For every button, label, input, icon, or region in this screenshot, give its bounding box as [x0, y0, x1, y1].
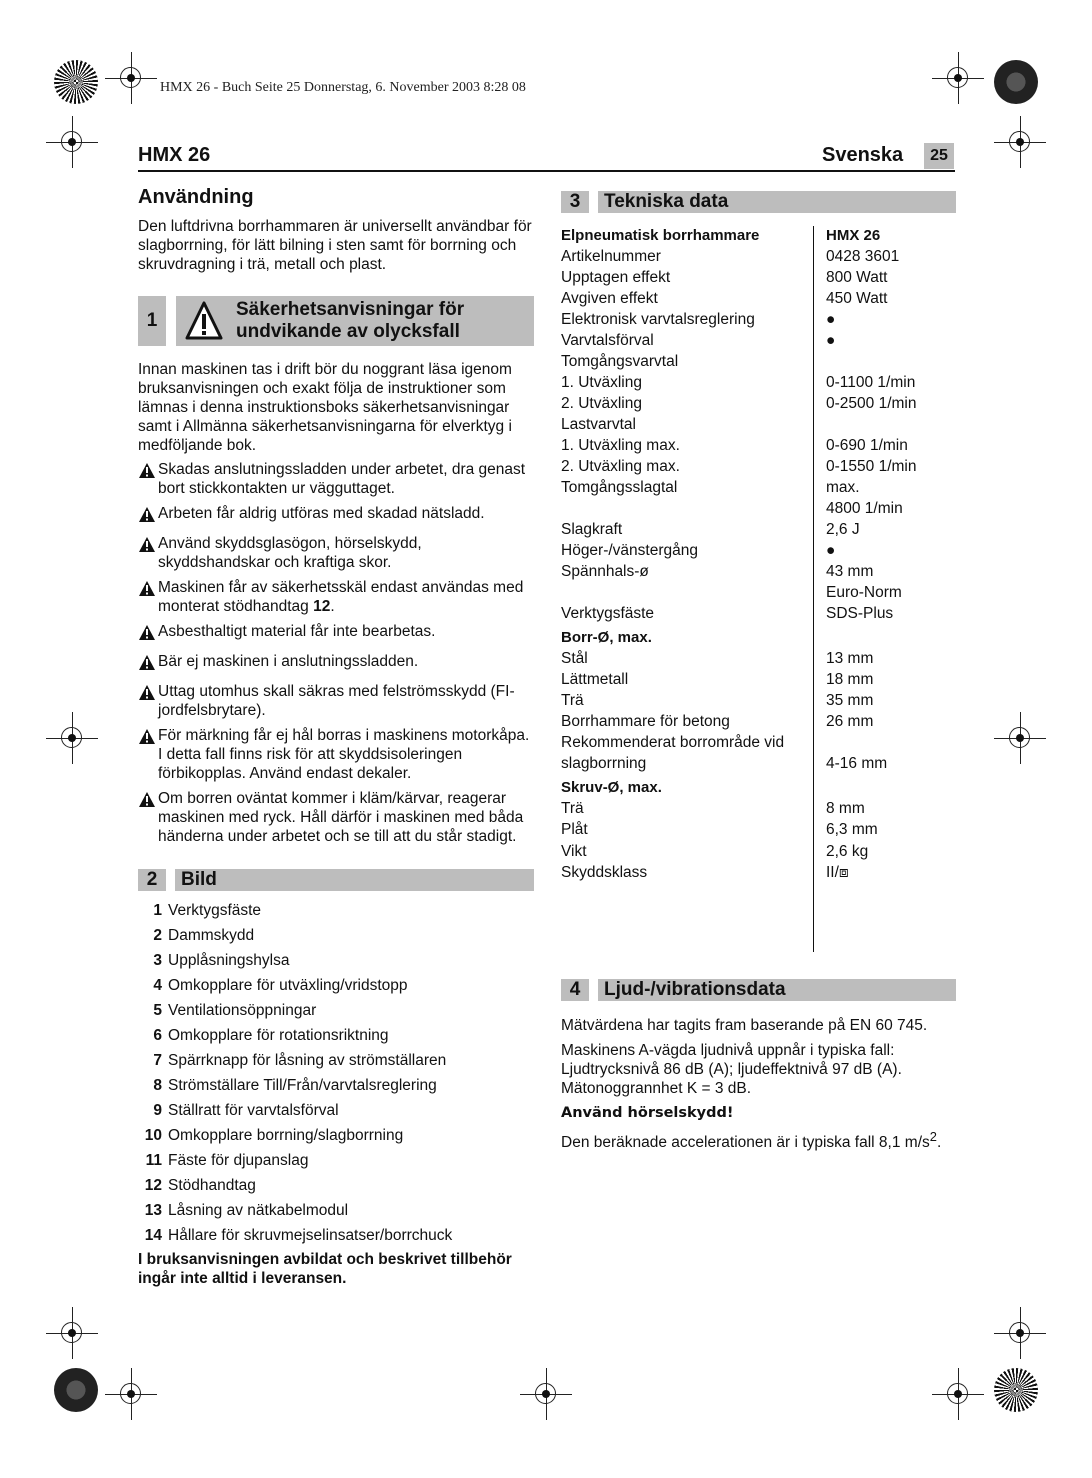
noise-heading	[561, 979, 956, 1001]
part-label: Låsning av nätkabelmodul	[168, 1202, 349, 1219]
spec-key: Spännhals-ø	[561, 563, 649, 580]
spec-key: Höger-/vänstergång	[561, 542, 698, 559]
registration-mark	[105, 1368, 157, 1420]
part-label: Omkopplare för rotationsriktning	[168, 1027, 389, 1044]
spec-row	[561, 628, 956, 648]
warning-triangle-icon	[138, 652, 158, 676]
warning-triangle-icon	[138, 504, 158, 528]
spec-value: max.	[826, 479, 860, 496]
spec-key: Borr-Ø, max.	[561, 629, 652, 646]
warning-text	[158, 789, 534, 846]
spec-row	[561, 268, 956, 288]
part-number: 8	[153, 1077, 162, 1094]
spec-value: 0-1100 1/min	[826, 374, 916, 391]
spec-key: 2. Utväxling max.	[561, 458, 680, 475]
spec-row	[561, 842, 956, 862]
registration-sunburst	[994, 60, 1038, 104]
part-number: 2	[153, 927, 162, 944]
spec-row	[561, 583, 956, 603]
spec-key	[561, 499, 826, 519]
spec-row	[561, 754, 956, 774]
part-item	[138, 1123, 534, 1148]
part-label: Omkopplare borrning/slagborrning	[168, 1127, 404, 1144]
page-number: 25	[924, 143, 954, 169]
spec-value	[826, 415, 956, 435]
spec-value: 2,6 kg	[826, 843, 869, 860]
warning-item	[138, 460, 534, 498]
spec-value: Euro-Norm	[826, 584, 902, 601]
part-item	[138, 1148, 534, 1173]
spec-value	[826, 628, 956, 648]
spec-row	[561, 541, 956, 561]
part-label: Strömställare Till/Från/varvtalsreglering	[168, 1077, 437, 1094]
noise-hearing-note: Använd hörselskydd!	[561, 1105, 734, 1121]
spec-key: Vikt	[561, 843, 587, 860]
figure-heading	[138, 869, 534, 891]
spec-row	[561, 310, 956, 330]
spec-value: 450 Watt	[826, 290, 888, 307]
warning-part-ref: 12	[313, 598, 331, 615]
spec-key: slagborrning	[561, 755, 647, 772]
warning-item	[138, 504, 534, 528]
spec-row	[561, 436, 956, 456]
warning-text-main: Om borren oväntat kommer i kläm/kärvar, reagerar maskinen med ryck. Håll därför i maskinen med båda händerna under arbetet och se till att du står stadigt.	[158, 790, 524, 845]
spec-key: Borrhammare för betong	[561, 713, 730, 730]
spec-value	[826, 352, 956, 372]
spec-row	[561, 373, 956, 393]
header-model: HMX 26	[138, 144, 211, 166]
usage-text: Den luftdrivna borrhammaren är universellt användbar för slagborrning, för lätt bilning i sten samt för borrning och skruvdragning i trä, metall och plast.	[138, 218, 532, 273]
registration-mark	[46, 712, 98, 764]
part-item	[138, 948, 534, 973]
part-number: 6	[153, 1027, 162, 1044]
warning-text	[158, 534, 534, 572]
warning-text	[158, 578, 534, 616]
spec-row	[561, 394, 956, 414]
noise-number: 4	[561, 979, 589, 1001]
warning-item	[138, 622, 534, 646]
part-number: 7	[153, 1052, 162, 1069]
part-number: 12	[144, 1177, 162, 1194]
spec-key: Verktygsfäste	[561, 605, 655, 622]
figure-number: 2	[138, 869, 166, 891]
spec-key: Plåt	[561, 821, 588, 838]
spec-key: Elpneumatisk borrhammare	[561, 227, 760, 244]
warning-text-end: .	[330, 598, 335, 615]
warning-text-main: Bär ej maskinen i anslutningssladden.	[158, 653, 419, 670]
spec-value: 800 Watt	[826, 269, 888, 286]
part-number: 10	[144, 1127, 162, 1144]
warning-text	[158, 622, 534, 646]
spec-value: ●	[826, 311, 836, 328]
registration-mark	[994, 116, 1046, 168]
spec-value: II/⧈	[826, 864, 849, 881]
registration-mark	[520, 1368, 572, 1420]
part-label: Hållare för skruvmejselinsatser/borrchuck	[168, 1227, 453, 1244]
spec-value: ●	[826, 542, 836, 559]
spec-value: 6,3 mm	[826, 821, 878, 838]
safety-title-line2: undvikande av olycksfall	[236, 321, 460, 342]
spec-key: 1. Utväxling	[561, 374, 642, 391]
spec-key: Tomgångsvarvtal	[561, 353, 679, 370]
part-number: 5	[153, 1002, 162, 1019]
safety-body	[138, 360, 534, 852]
spec-row	[561, 691, 956, 711]
safety-title-bar	[176, 296, 534, 346]
spec-value: 35 mm	[826, 692, 874, 709]
spec-row	[561, 799, 956, 819]
warning-triangle-icon	[138, 682, 158, 720]
safety-heading	[138, 296, 534, 346]
parts-list	[138, 898, 534, 1248]
noise-p3-text: Den beräknade accelerationen är i typiska fall 8,1 m/s	[561, 1134, 930, 1152]
spec-row	[561, 712, 956, 732]
header-language: Svenska	[822, 144, 904, 166]
safety-number: 1	[138, 296, 166, 346]
registration-sunburst	[994, 1368, 1038, 1412]
spec-row	[561, 778, 956, 798]
registration-mark	[994, 1307, 1046, 1359]
spec-value: 2,6 J	[826, 521, 860, 538]
warning-text-main: Använd skyddsglasögon, hörselskydd, skyddshandskar och kraftiga skor.	[158, 535, 422, 571]
noise-p3-sup: 2	[929, 1129, 937, 1144]
spec-value: 8 mm	[826, 800, 865, 817]
noise-p3	[561, 1127, 976, 1152]
part-label: Dammskydd	[168, 927, 255, 944]
spec-row	[561, 331, 956, 351]
spec-value: 0-690 1/min	[826, 437, 908, 454]
tech-column-divider	[813, 226, 814, 952]
spec-value: 0-2500 1/min	[826, 395, 917, 412]
warning-text-main: Asbesthaltigt material får inte bearbetas.	[158, 623, 436, 640]
spec-row	[561, 415, 956, 435]
warning-item	[138, 534, 534, 572]
warning-text-main: Skadas anslutningssladden under arbetet, dra genast bort stickkontakten ur vägguttaget.	[158, 461, 526, 497]
noise-p1: Mätvärdena har tagits fram baserande på EN 60 745.	[561, 1017, 928, 1034]
noise-p2: Maskinens A-vägda ljudnivå uppnår i typiska fall: Ljudtrycksnivå 86 dB (A); ljudeffektnivå 97 dB (A). Mätonoggrannhet K = 3 dB.	[561, 1042, 902, 1097]
tech-number: 3	[561, 191, 589, 213]
part-item	[138, 973, 534, 998]
spec-value: 18 mm	[826, 671, 874, 688]
spec-key: Artikelnummer	[561, 248, 661, 265]
spec-key: Avgiven effekt	[561, 290, 658, 307]
part-label: Verktygsfäste	[168, 902, 262, 919]
part-label: Upplåsningshylsa	[168, 952, 290, 969]
part-number: 11	[145, 1152, 162, 1169]
warning-triangle-icon	[184, 300, 224, 342]
spec-row	[561, 562, 956, 582]
safety-title-line1: Säkerhetsanvisningar för	[236, 299, 465, 320]
part-number: 13	[144, 1202, 162, 1219]
noise-title: Ljud-/vibrationsdata	[598, 979, 956, 1001]
part-number: 14	[144, 1227, 162, 1244]
part-item	[138, 1023, 534, 1048]
spec-key: Rekommenderat borrområde vid	[561, 734, 785, 751]
tech-heading	[561, 191, 956, 213]
spec-row	[561, 604, 956, 624]
spec-key: Elektronisk varvtalsreglering	[561, 311, 755, 328]
registration-sunburst	[54, 1368, 98, 1412]
spec-row	[561, 863, 956, 883]
spec-value: 43 mm	[826, 563, 874, 580]
spec-key: Lättmetall	[561, 671, 629, 688]
part-item	[138, 1198, 534, 1223]
spec-row	[561, 820, 956, 840]
registration-mark	[46, 116, 98, 168]
spec-value	[826, 733, 956, 753]
spec-key: 1. Utväxling max.	[561, 437, 680, 454]
spec-key: Slagkraft	[561, 521, 623, 538]
warning-text-main: Arbeten får aldrig utföras med skadad nätsladd.	[158, 505, 485, 522]
warning-text	[158, 726, 534, 783]
part-number: 3	[153, 952, 162, 969]
warning-triangle-icon	[138, 460, 158, 498]
noise-p3-end: .	[936, 1134, 942, 1152]
warning-triangle-icon	[138, 578, 158, 616]
spec-key: Skruv-Ø, max.	[561, 779, 662, 796]
spec-value: 0-1550 1/min	[826, 458, 917, 475]
spec-row	[561, 352, 956, 372]
spec-row	[561, 670, 956, 690]
part-label: Fäste för djupanslag	[168, 1152, 309, 1169]
warning-text-main: Uttag utomhus skall säkras med felströmsskydd (FI- jordfelsbrytare).	[158, 683, 515, 719]
warning-triangle-icon	[138, 534, 158, 572]
spec-row	[561, 520, 956, 540]
warning-triangle-icon	[138, 789, 158, 846]
spec-key: Lastvarvtal	[561, 416, 636, 433]
spec-value: SDS-Plus	[826, 605, 894, 622]
usage-title: Användning	[138, 186, 254, 208]
part-item	[138, 1073, 534, 1098]
spec-key: 2. Utväxling	[561, 395, 642, 412]
tech-table	[561, 226, 956, 883]
warning-text	[158, 652, 534, 676]
registration-mark	[105, 52, 157, 104]
warning-item	[138, 726, 534, 783]
spec-row	[561, 247, 956, 267]
part-item	[138, 1048, 534, 1073]
warning-item	[138, 789, 534, 846]
spec-value	[826, 778, 956, 798]
print-line: HMX 26 - Buch Seite 25 Donnerstag, 6. November 2003 8:28 08	[160, 80, 526, 95]
part-number: 1	[153, 902, 162, 919]
figure-title: Bild	[175, 869, 534, 891]
registration-sunburst	[54, 60, 98, 104]
warning-list	[138, 460, 534, 846]
noise-body	[561, 1016, 976, 1152]
spec-value: 0428 3601	[826, 248, 900, 265]
spec-key: Tomgångsslagtal	[561, 479, 678, 496]
registration-mark	[46, 1307, 98, 1359]
part-item	[138, 1173, 534, 1198]
warning-triangle-icon	[138, 622, 158, 646]
spec-key: Varvtalsförval	[561, 332, 654, 349]
warning-text	[158, 460, 534, 498]
part-label: Omkopplare för utväxling/vridstopp	[168, 977, 408, 994]
figure-parts	[138, 898, 534, 1288]
spec-value: 13 mm	[826, 650, 874, 667]
warning-item	[138, 578, 534, 616]
warning-text-main: För märkning får ej hål borras i maskinens motorkåpa. I detta fall finns risk för att skyddsisoleringen förbikopplas. Använd endast dekaler.	[158, 727, 530, 782]
warning-text-main: Maskinen får av säkerhetsskäl endast användas med monterat stödhandtag	[158, 579, 524, 615]
warning-item	[138, 652, 534, 676]
spec-row	[561, 457, 956, 477]
warning-triangle-icon	[138, 726, 158, 783]
spec-key: Skyddsklass	[561, 864, 648, 881]
warning-item	[138, 682, 534, 720]
part-label: Ställratt för varvtalsförval	[168, 1102, 339, 1119]
spec-row	[561, 478, 956, 498]
part-label: Spärrknapp för låsning av strömställaren	[168, 1052, 447, 1069]
warning-text	[158, 682, 534, 720]
spec-key: Trä	[561, 692, 584, 709]
spec-value: HMX 26	[826, 227, 881, 244]
part-item	[138, 1098, 534, 1123]
spec-value: 4-16 mm	[826, 755, 888, 772]
part-label: Stödhandtag	[168, 1177, 256, 1194]
warning-text	[158, 504, 534, 528]
part-number: 9	[153, 1102, 162, 1119]
registration-mark	[994, 712, 1046, 764]
spec-key: Stål	[561, 650, 588, 667]
part-number: 4	[153, 977, 162, 994]
spec-row	[561, 649, 956, 669]
spec-value: ●	[826, 332, 836, 349]
spec-row	[561, 499, 956, 519]
part-item	[138, 998, 534, 1023]
registration-mark	[932, 1368, 984, 1420]
spec-row	[561, 226, 956, 246]
usage-section	[138, 186, 534, 274]
safety-intro: Innan maskinen tas i drift bör du noggrant läsa igenom bruksanvisningen och exakt följa de instruktioner som lämnas i denna instruktionsboks säkerhetsanvisningar samt i Allmänna säkerhetsanvisningarna för elverktyg i medföljande bok.	[138, 361, 512, 454]
tech-title: Tekniska data	[598, 191, 956, 213]
figure-note: I bruksanvisningen avbildat och beskrivet tillbehör ingår inte alltid i leveransen.	[138, 1251, 512, 1287]
spec-value: 26 mm	[826, 713, 874, 730]
spec-value: 4800 1/min	[826, 500, 903, 517]
registration-mark	[932, 52, 984, 104]
part-item	[138, 1223, 534, 1248]
part-item	[138, 923, 534, 948]
spec-key: Trä	[561, 800, 584, 817]
part-label: Ventilationsöppningar	[168, 1002, 317, 1019]
part-item	[138, 898, 534, 923]
header-rule	[138, 170, 955, 172]
spec-key	[561, 583, 826, 603]
spec-row	[561, 289, 956, 309]
spec-row	[561, 733, 956, 753]
spec-key: Upptagen effekt	[561, 269, 671, 286]
